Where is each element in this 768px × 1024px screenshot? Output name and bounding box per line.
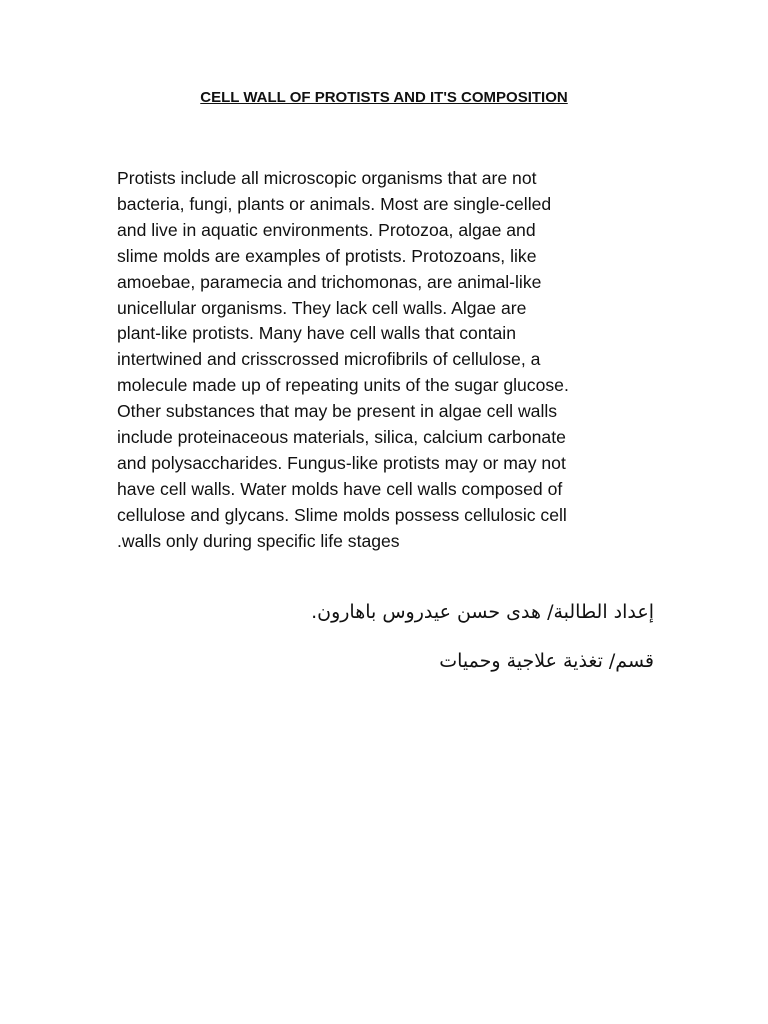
paragraph-line: slime molds are examples of protists. Protozoans, like [117, 245, 537, 266]
paragraph-line: plant-like protists. Many have cell walls that contain [117, 323, 516, 344]
paragraph-line: include proteinaceous materials, silica, calcium carbonate [117, 427, 566, 448]
paragraph-line: cellulose and glycans. Slime molds possess cellulosic cell [117, 504, 567, 525]
document-title: CELL WALL OF PROTISTS AND IT'S COMPOSITION [200, 89, 568, 106]
paragraph-line: molecule made up of repeating units of the sugar glucose. [117, 375, 569, 396]
department-line: قسم/ تغذية علاجية وحميات [439, 650, 654, 672]
prepared-by-line: إعداد الطالبة/ هدى حسن عيدروس باهارون. [311, 601, 654, 623]
paragraph-line: Protists include all microscopic organisms that are not [117, 168, 537, 188]
paragraph-line: unicellular organisms. They lack cell walls. Algae are [117, 297, 527, 318]
paragraph-line: and polysaccharides. Fungus-like protists may or may not [117, 452, 566, 473]
paragraph-line: .walls only during specific life stages [117, 530, 400, 551]
paragraph-line: and live in aquatic environments. Protozoa, algae and [117, 219, 536, 240]
paragraph-line: amoebae, paramecia and trichomonas, are animal-like [117, 271, 542, 292]
body-paragraph [117, 166, 657, 555]
paragraph-line: intertwined and crisscrossed microfibrils of cellulose, a [117, 349, 541, 370]
paragraph-line: bacteria, fungi, plants or animals. Most are single-celled [117, 193, 552, 214]
paragraph-line: Other substances that may be present in algae cell walls [117, 401, 558, 422]
paragraph-line: have cell walls. Water molds have cell walls composed of [117, 478, 563, 499]
